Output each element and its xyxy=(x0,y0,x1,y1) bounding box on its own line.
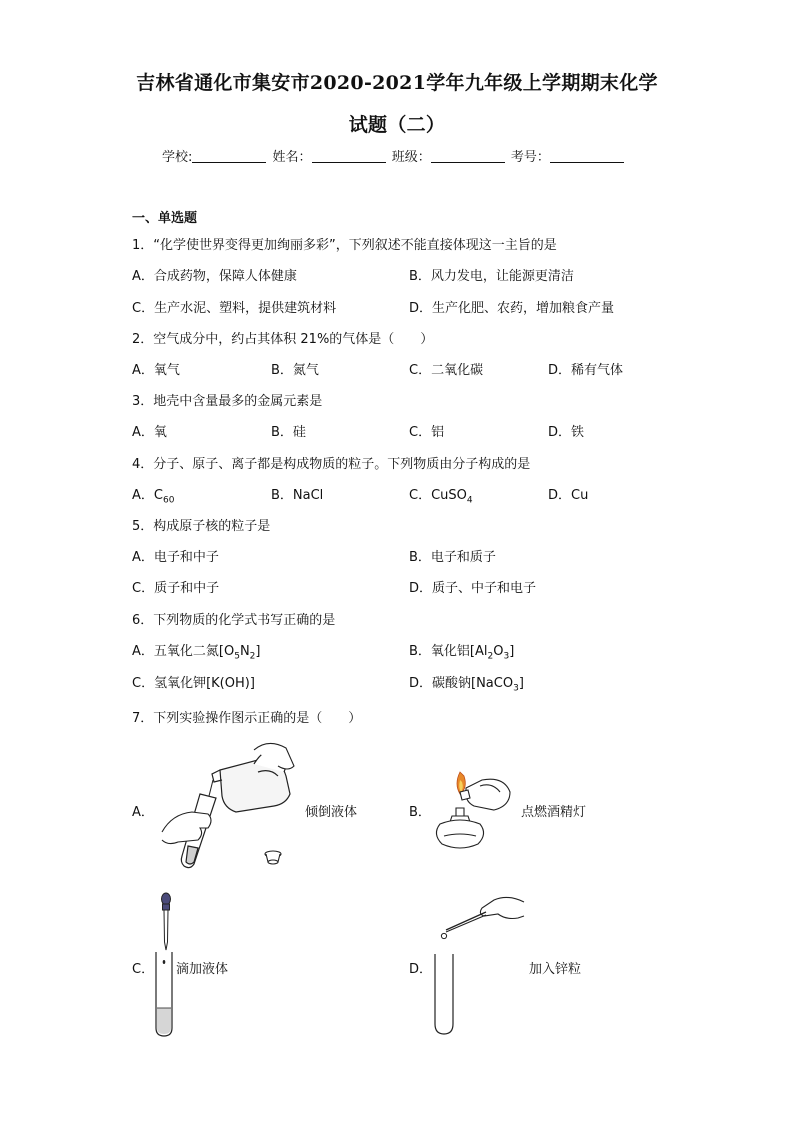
option-b: B． xyxy=(409,805,431,820)
question-stem: 6．下列物质的化学式书写正确的是 xyxy=(132,613,336,628)
alcohol-lamp-figure xyxy=(430,762,520,854)
student-info-row xyxy=(162,146,626,165)
option-c: C．二氧化碳 xyxy=(409,363,484,378)
option-b: B．电子和质子 xyxy=(409,550,496,565)
option-a: A．$C_{60}$ xyxy=(132,488,175,506)
section-title: 一、单选题 xyxy=(132,211,198,226)
number-label: 考号： xyxy=(510,150,550,165)
exam-title-line2: 试题（二） xyxy=(348,114,446,136)
option-b: B．硅 xyxy=(271,425,306,440)
option-c: C．氢氧化钾[K(OH)] xyxy=(132,676,255,691)
option-d: D．碳酸钠[NaCO$_3$] xyxy=(409,676,524,694)
option-d: D．生产化肥、农药，增加粮食产量 xyxy=(409,301,615,316)
class-blank xyxy=(431,148,505,163)
option-b: B．氮气 xyxy=(271,363,319,378)
option-d: D．稀有气体 xyxy=(548,363,624,378)
option-b: B．风力发电，让能源更清洁 xyxy=(409,269,574,284)
question-stem: 3．地壳中含量最多的金属元素是 xyxy=(132,394,323,409)
question-stem: 5．构成原子核的粒子是 xyxy=(132,519,271,534)
number-blank xyxy=(550,148,624,163)
question-stem: 2．空气成分中，约占其体积 21%的气体是（ ） xyxy=(132,332,434,347)
option-a: A． xyxy=(132,805,154,820)
exam-title-line1: 吉林省通化市集安市2020-2021学年九年级上学期期末化学 xyxy=(136,72,658,94)
option-a: A．电子和中子 xyxy=(132,550,219,565)
pouring-liquid-figure xyxy=(158,742,298,872)
class-label: 班级： xyxy=(391,150,431,165)
option-c: C．质子和中子 xyxy=(132,581,220,596)
figure-b-caption: 点燃酒精灯 xyxy=(521,805,587,820)
option-c: C．生产水泥、塑料，提供建筑材料 xyxy=(132,301,337,316)
option-d: D．铁 xyxy=(548,425,585,440)
figure-d-caption: 加入锌粒 xyxy=(529,962,582,977)
figure-a-caption: 倾倒液体 xyxy=(305,805,358,820)
school-blank xyxy=(192,148,266,163)
option-b: B．氧化铝$[Al_2O_3]$ xyxy=(409,644,515,662)
name-blank xyxy=(312,148,386,163)
option-b: B．NaCl xyxy=(271,488,324,503)
option-d: D． xyxy=(409,962,433,977)
question-stem: 1．“化学使世界变得更加绚丽多彩”，下列叙述不能直接体现这一主旨的是 xyxy=(132,238,557,253)
figure-c-caption: 滴加液体 xyxy=(176,962,229,977)
option-a: A．合成药物，保障人体健康 xyxy=(132,269,297,284)
school-label: 学校: xyxy=(162,150,193,165)
question-stem: 4．分子、原子、离子都是构成物质的粒子。下列物质由分子构成的是 xyxy=(132,457,531,472)
option-d: D．质子、中子和电子 xyxy=(409,581,537,596)
option-a: A．氧气 xyxy=(132,363,180,378)
option-c: C．CuSO$_4$ xyxy=(409,488,473,506)
option-c: C．铝 xyxy=(409,425,445,440)
option-a: A．五氧化二氮$[O_5N_2]$ xyxy=(132,644,261,662)
option-c: C． xyxy=(132,962,155,977)
zinc-granule-figure xyxy=(428,892,528,1037)
option-d: D．Cu xyxy=(548,488,589,503)
name-label: 姓名： xyxy=(272,150,312,165)
question-stem: 7．下列实验操作图示正确的是（ ） xyxy=(132,711,362,726)
option-a: A．氧 xyxy=(132,425,167,440)
